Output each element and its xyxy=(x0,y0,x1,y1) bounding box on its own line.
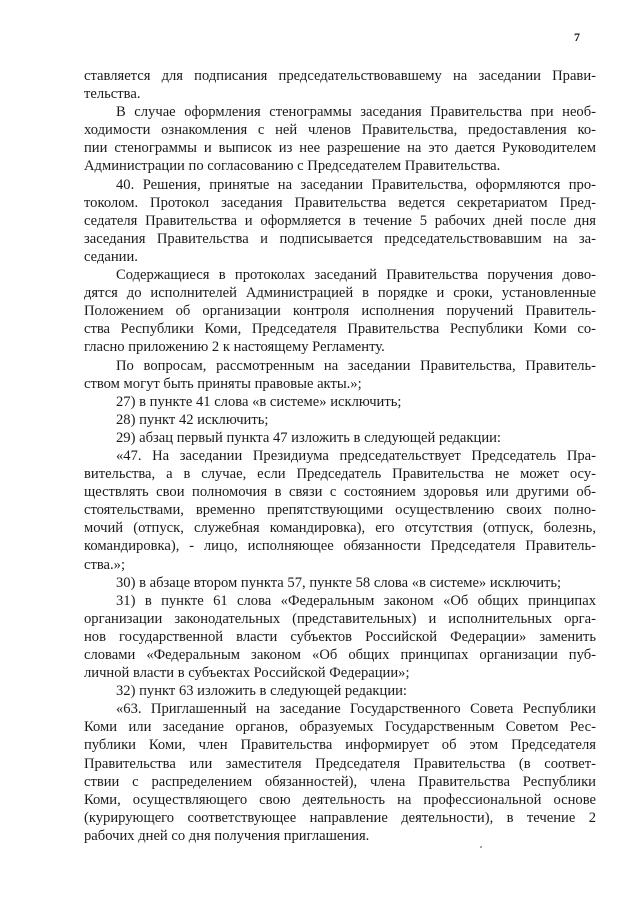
text-line: Содержащиеся в протоколах заседаний Правительства поручения дово- xyxy=(116,267,596,284)
text-line: нов государственной власти субъектов Российской Федерации» заменить xyxy=(84,628,596,645)
text-line: тельства. xyxy=(84,86,141,103)
text-line: 32) пункт 63 изложить в следующей редакции: xyxy=(116,683,407,700)
text-line: мочий (отпуск, служебная командировка), его отсутствия (отпуск, болезнь, xyxy=(84,520,596,537)
text-line: 27) в пункте 41 слова «в системе» исключить; xyxy=(116,393,402,410)
text-line: командировка), - лицо, исполняющее обязанности Председателя Правитель- xyxy=(84,538,596,555)
text-line: ствии с распределением обязанностей), члена Правительства Республики xyxy=(84,773,596,790)
text-line: В случае оформления стенограммы заседания Правительства при необ- xyxy=(116,104,596,121)
text-line: словами «Федеральным законом «Об общих принципах организации пуб- xyxy=(84,647,596,663)
text-line: организации законодательных (представительных) и исполнительных орга- xyxy=(84,610,596,627)
text-line: 28) пункт 42 исключить; xyxy=(116,411,269,428)
paragraph xyxy=(84,266,596,356)
paragraph xyxy=(84,357,596,393)
paragraph xyxy=(84,592,596,682)
text-line: седании. xyxy=(84,248,138,265)
text-line: 31) в пункте 61 слова «Федеральным законом «Об общих принципах xyxy=(116,592,596,609)
paragraph xyxy=(84,429,596,447)
text-line: Коми, осуществляющего свою деятельность на профессиональной основе xyxy=(84,791,596,808)
text-line: Администрации по согласованию с Председателем Правительства. xyxy=(84,158,501,175)
paragraph xyxy=(84,103,596,175)
text-line: 29) абзац первый пункта 47 изложить в следующей редакции: xyxy=(116,429,501,446)
text-line: ством могут быть приняты правовые акты.»; xyxy=(84,375,362,392)
text-line: «63. Приглашенный на заседание Государственного Совета Республики xyxy=(116,701,596,718)
paragraph xyxy=(84,447,596,574)
text-line: личной власти в субъектах Российской Федерации»; xyxy=(84,665,410,682)
text-line: ставляется для подписания председательствовавшему на заседании Прави- xyxy=(84,68,596,84)
text-line: ществлять свои полномочия в связи с состоянием здоровья или другими об- xyxy=(84,484,596,501)
text-line: стоятельствами, временно препятствующими осуществлению своих полно- xyxy=(84,502,596,519)
text-line: рабочих дней со дня получения приглашения. xyxy=(84,827,370,844)
text-line: ходимости ознакомления с ней членов Правительства, предоставления ко- xyxy=(84,122,596,139)
page-number: 7 xyxy=(574,30,580,44)
text-line: седателя Правительства и оформляется в течение 5 рабочих дней после дня xyxy=(84,212,596,229)
paragraph xyxy=(84,67,596,103)
paragraph xyxy=(84,682,596,700)
scan-speck xyxy=(480,846,482,848)
text-line: гласно приложению 2 к настоящему Регламенту. xyxy=(84,339,385,356)
text-line: токолом. Протокол заседания Правительства ведется секретариатом Пред- xyxy=(84,194,596,211)
paragraph xyxy=(84,411,596,429)
text-line: 40. Решения, принятые на заседании Правительства, оформляются про- xyxy=(116,176,596,193)
text-line: вительства, а в случае, если Председатель Правительства не может осу- xyxy=(84,466,596,483)
paragraph xyxy=(84,700,596,845)
text-line: ства Республики Коми, Председателя Правительства Республики Коми со- xyxy=(84,321,596,338)
text-line: публики Коми, член Правительства информирует об этом Председателя xyxy=(84,737,596,754)
text-line: (курирующего соответствующее направление деятельности), в течение 2 xyxy=(84,809,596,826)
text-line: Положением об организации контроля исполнения поручений Правитель- xyxy=(84,303,596,320)
paragraph xyxy=(84,176,596,266)
text-line: Коми или заседание органов, образуемых Государственным Советом Рес- xyxy=(84,719,596,736)
document-body xyxy=(84,67,596,845)
paragraph xyxy=(84,574,596,592)
text-line: дятся до исполнителей Администрацией в порядке и сроки, установленные xyxy=(84,285,596,302)
text-line: По вопросам, рассмотренным на заседании Правительства, Правитель- xyxy=(116,357,596,374)
text-line: пии стенограммы и выписок из нее разрешение на это дается Руководителем xyxy=(84,140,596,157)
paragraph xyxy=(84,393,596,411)
text-line: ства.»; xyxy=(84,556,126,573)
text-line: 30) в абзаце втором пункта 57, пункте 58 слова «в системе» исключить; xyxy=(116,574,562,591)
text-line: заседания Правительства и подписывается председательствовавшим на за- xyxy=(84,230,596,247)
text-line: Правительства или заместителя Председателя Правительства (в соответ- xyxy=(84,755,596,772)
text-line: «47. На заседании Президиума председательствует Председатель Пра- xyxy=(116,447,596,464)
